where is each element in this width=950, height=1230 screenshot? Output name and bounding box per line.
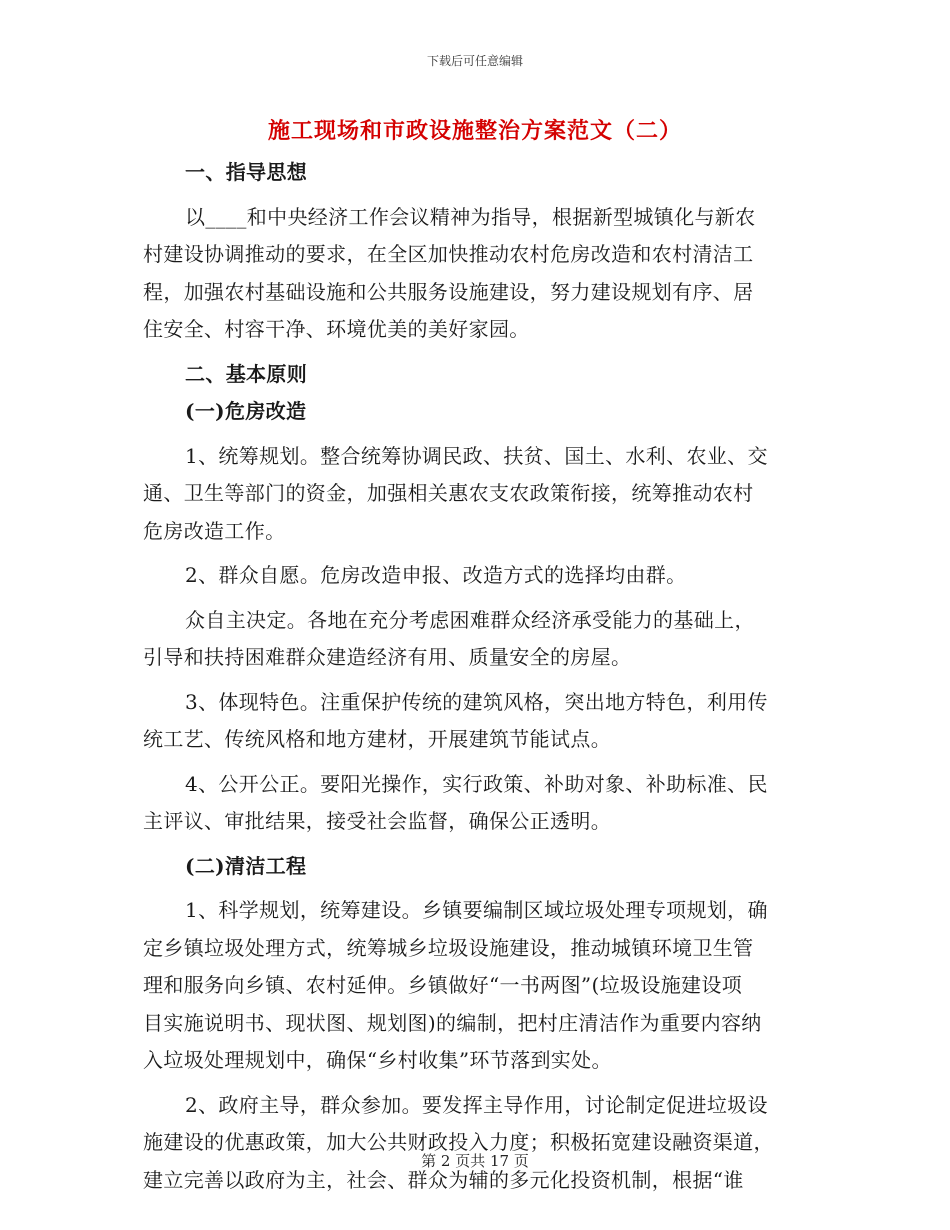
paragraph-line: 众自主决定。各地在充分考虑困难群众经济承受能力的基础上， [185, 607, 755, 632]
paragraph-line: 4、公开公正。要阳光操作，实行政策、补助对象、补助标准、民 [185, 771, 768, 796]
paragraph-line: 通、卫生等部门的资金，加强相关惠农支农政策衔接，统筹推动农村 [143, 481, 754, 505]
paragraph-line: 程，加强农村基础设施和公共服务设施建设，努力建设规划有序、居 [143, 279, 754, 304]
paragraph-line: 引导和扶持困难群众建造经济有用、质量安全的房屋。 [143, 645, 632, 669]
document-title: 施工现场和市政设施整治方案范文（二） [267, 118, 682, 144]
header-note: 下载后可任意编辑 [426, 54, 523, 68]
subsection-heading: (二)清洁工程 [185, 853, 307, 878]
paragraph-line: 村建设协调推动的要求，在全区加快推动农村危房改造和农村清洁工 [143, 242, 754, 266]
paragraph-line: 施建设的优惠政策，加大公共财政投入力度；积极拓宽建设融资渠道， [143, 1130, 774, 1154]
section-heading: 一、指导思想 [185, 160, 308, 184]
paragraph-line: 1、统筹规划。整合统筹协调民政、扶贫、国土、水利、农业、交 [185, 443, 768, 468]
subsection-heading: (一)危房改造 [185, 399, 307, 423]
paragraph-line: 住安全、村容干净、环境优美的美好家园。 [143, 317, 530, 341]
section-heading: 二、基本原则 [185, 361, 308, 386]
paragraph-line: 目实施说明书、现状图、规划图)的编制，把村庄清洁作为重要内容纳 [143, 1010, 762, 1035]
paragraph-line: 理和服务向乡镇、农村延伸。乡镇做好“一书两图”(垃圾设施建设项 [143, 973, 743, 997]
page-number: 第 2 页共 17 页 [421, 1152, 529, 1170]
document-body [143, 154, 809, 1199]
paragraph-line: 危房改造工作。 [143, 518, 286, 543]
paragraph-line: 主评议、审批结果，接受社会监督，确保公正透明。 [143, 809, 612, 833]
paragraph-line: 3、体现特色。注重保护传统的建筑风格，突出地方特色，利用传 [185, 689, 768, 714]
paragraph-line: 1、科学规划，统筹建设。乡镇要编制区域垃圾处理专项规划，确 [185, 898, 768, 922]
paragraph-line: 定乡镇垃圾处理方式，统筹城乡垃圾设施建设，推动城镇环境卫生管 [143, 935, 754, 960]
paragraph-line: 建立完善以政府为主，社会、群众为辅的多元化投资机制，根据“谁 [143, 1167, 744, 1192]
paragraph-line: 2、政府主导，群众参加。要发挥主导作用，讨论制定促进垃圾设 [185, 1092, 768, 1117]
paragraph-line: 入垃圾处理规划中，确保“乡村收集”环节落到实处。 [143, 1048, 612, 1072]
paragraph-line: 2、群众自愿。危房改造申报、改造方式的选择均由群。 [185, 563, 687, 587]
paragraph-line: 统工艺、传统风格和地方建材，开展建筑节能试点。 [143, 727, 612, 751]
paragraph-line: 以____和中央经济工作会议精神为指导，根据新型城镇化与新农 [185, 204, 756, 229]
